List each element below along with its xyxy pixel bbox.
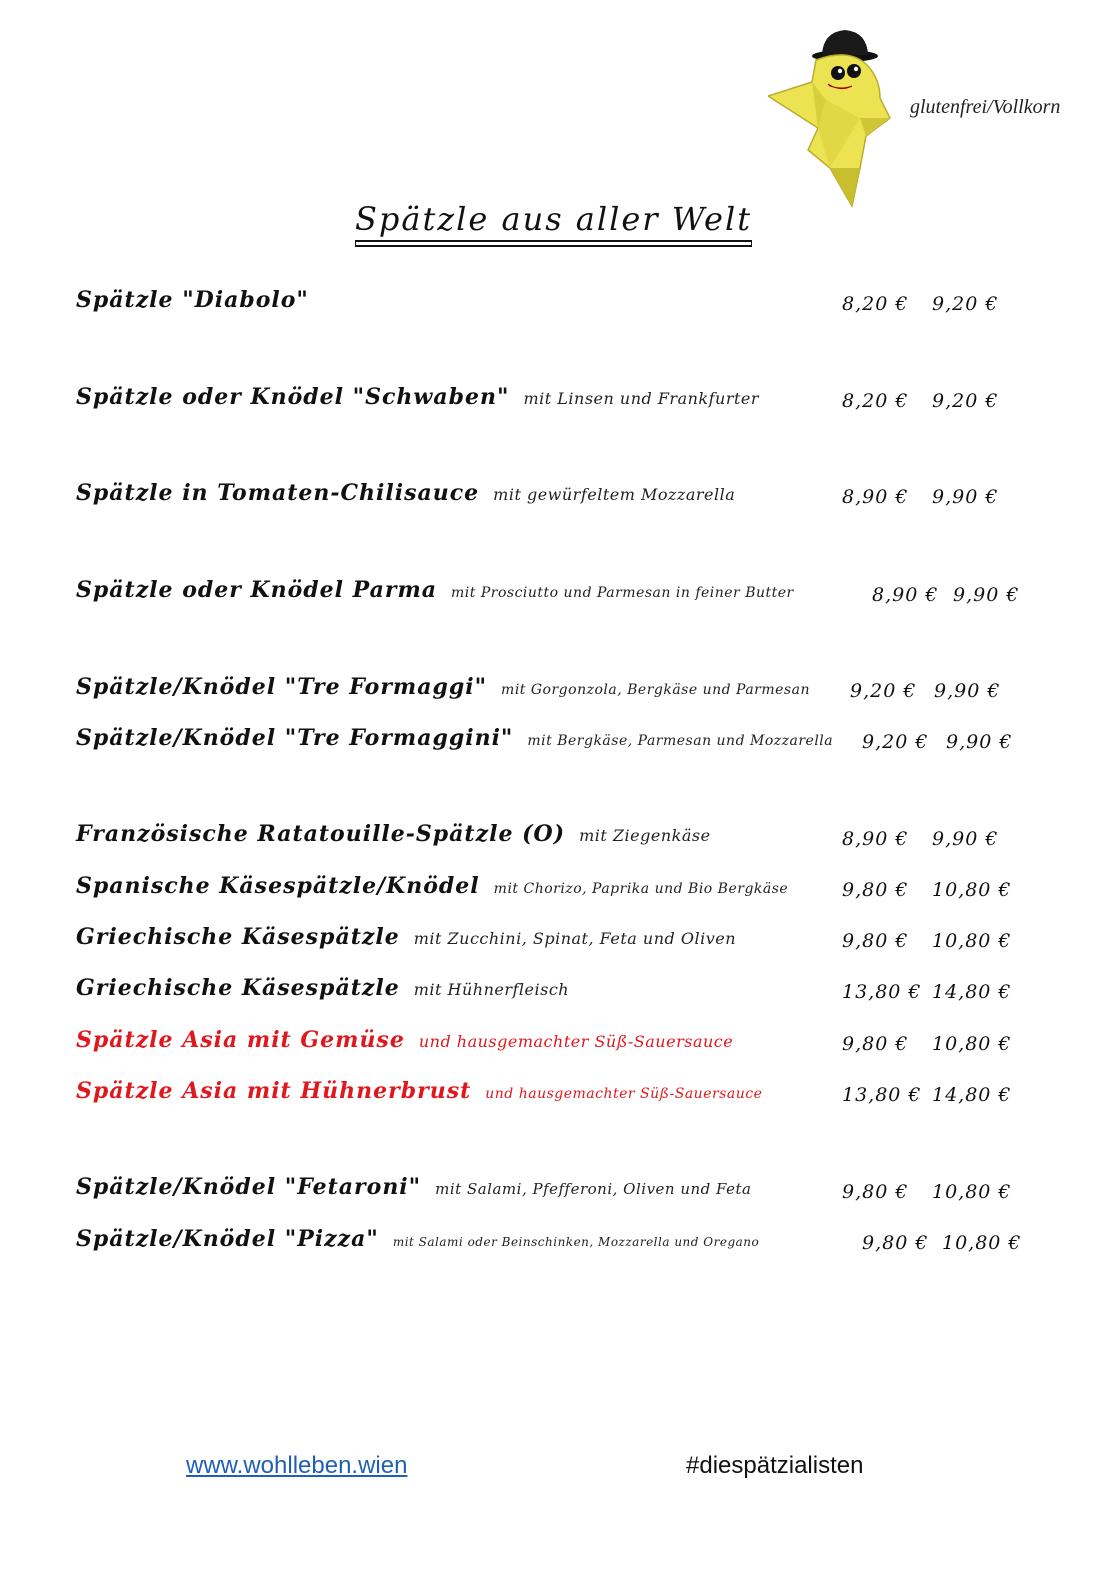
menu-item-name: Spanische Käsespätzle/Knödel	[76, 873, 480, 899]
menu-item	[76, 873, 788, 913]
menu-item-description: mit Chorizo, Paprika und Bio Bergkäse	[493, 881, 789, 897]
menu-item-price-large: 10,80 €	[942, 1232, 1022, 1254]
menu-item-name: Spätzle oder Knödel "Schwaben"	[76, 384, 510, 410]
menu-item	[76, 924, 736, 964]
menu-item	[76, 1226, 759, 1266]
menu-item-price-small: 9,20 €	[850, 680, 917, 702]
menu-item-description: mit Hühnerfleisch	[413, 980, 570, 999]
menu-item	[76, 577, 794, 617]
menu-item-price-large: 9,20 €	[932, 390, 999, 412]
website-link[interactable]: www.wohlleben.wien	[186, 1452, 408, 1479]
menu-item-price-large: 14,80 €	[932, 1084, 1012, 1106]
menu-item-description: mit Linsen und Frankfurter	[523, 389, 760, 408]
menu-item-description: mit Salami oder Beinschinken, Mozzarella und Oregano	[392, 1235, 760, 1249]
page-title	[0, 200, 1107, 242]
menu-item-price-small: 9,80 €	[842, 1181, 909, 1203]
menu-item-price-large: 9,90 €	[946, 731, 1013, 753]
menu-item	[76, 821, 711, 861]
menu-item	[76, 287, 323, 327]
menu-item-price-large: 10,80 €	[932, 879, 1012, 901]
menu-item-price-small: 9,80 €	[842, 930, 909, 952]
menu-item-name: Griechische Käsespätzle	[76, 924, 400, 950]
menu-item-price-small: 9,80 €	[862, 1232, 929, 1254]
menu-item-price-large: 9,90 €	[934, 680, 1001, 702]
menu-item-price-small: 8,20 €	[842, 390, 909, 412]
menu-item-description: mit Bergkäse, Parmesan und Mozzarella	[527, 733, 834, 749]
menu-item-price-small: 8,90 €	[872, 584, 939, 606]
menu-item-name: Spätzle Asia mit Gemüse	[76, 1027, 405, 1053]
hashtag: #diespätzialisten	[686, 1452, 864, 1479]
menu-item-description: mit Gorgonzola, Bergkäse und Parmesan	[501, 682, 810, 698]
menu-item	[76, 975, 569, 1015]
gluten-free-legend: glutenfrei/Vollkorn	[910, 96, 1061, 118]
menu-item-price-small: 13,80 €	[842, 981, 922, 1003]
menu-item	[76, 480, 735, 520]
menu-item-price-small: 9,80 €	[842, 879, 909, 901]
menu-item-name: Spätzle Asia mit Hühnerbrust	[76, 1078, 472, 1104]
menu-item-description: mit Ziegenkäse	[579, 826, 711, 845]
menu-item-price-large: 9,90 €	[953, 584, 1020, 606]
menu-item-price-large: 10,80 €	[932, 1033, 1012, 1055]
page-title-text: Spätzle aus aller Welt	[355, 200, 752, 242]
menu-item-description: und hausgemachter Süß-Sauersauce	[485, 1086, 763, 1102]
menu-item-name: Spätzle oder Knödel Parma	[76, 577, 438, 603]
menu-item-price-large: 10,80 €	[932, 930, 1012, 952]
menu-item-highlighted	[76, 1027, 733, 1067]
menu-item-description: mit Salami, Pfefferoni, Oliven und Feta	[435, 1180, 752, 1198]
menu-item	[76, 384, 759, 424]
menu-item	[76, 1174, 751, 1214]
menu-item	[76, 725, 833, 765]
menu-item-name: Spätzle in Tomaten-Chilisauce	[76, 480, 480, 506]
menu-item-name: Französische Ratatouille-Spätzle (O)	[76, 821, 566, 847]
menu-item-name: Spätzle/Knödel "Pizza"	[76, 1226, 379, 1252]
menu-item-highlighted	[76, 1078, 762, 1118]
menu-item-price-small: 9,20 €	[862, 731, 929, 753]
menu-item-description: mit gewürfeltem Mozzarella	[493, 485, 736, 504]
menu-item-price-small: 8,90 €	[842, 486, 909, 508]
menu-item-name: Griechische Käsespätzle	[76, 975, 400, 1001]
menu-item-price-large: 9,90 €	[932, 828, 999, 850]
menu-item-price-small: 8,90 €	[842, 828, 909, 850]
menu-item-price-large: 14,80 €	[932, 981, 1012, 1003]
menu-item	[76, 674, 810, 714]
menu-item-price-small: 13,80 €	[842, 1084, 922, 1106]
menu-item-price-large: 9,20 €	[932, 293, 999, 315]
menu-item-description: mit Prosciutto und Parmesan in feiner Butter	[451, 585, 794, 601]
spaetzle-mascot-logo	[768, 18, 893, 208]
menu-item-description: mit Zucchini, Spinat, Feta und Oliven	[413, 929, 736, 948]
menu-item-description: und hausgemachter Süß-Sauersauce	[418, 1032, 734, 1051]
menu-item-price-small: 9,80 €	[842, 1033, 909, 1055]
menu-item-name: Spätzle/Knödel "Tre Formaggini"	[76, 725, 514, 751]
menu-item-name: Spätzle "Diabolo"	[76, 287, 309, 313]
menu-item-name: Spätzle/Knödel "Fetaroni"	[76, 1174, 422, 1200]
menu-item-name: Spätzle/Knödel "Tre Formaggi"	[76, 674, 488, 700]
menu-item-price-large: 10,80 €	[932, 1181, 1012, 1203]
menu-item-price-large: 9,90 €	[932, 486, 999, 508]
menu-item-price-small: 8,20 €	[842, 293, 909, 315]
